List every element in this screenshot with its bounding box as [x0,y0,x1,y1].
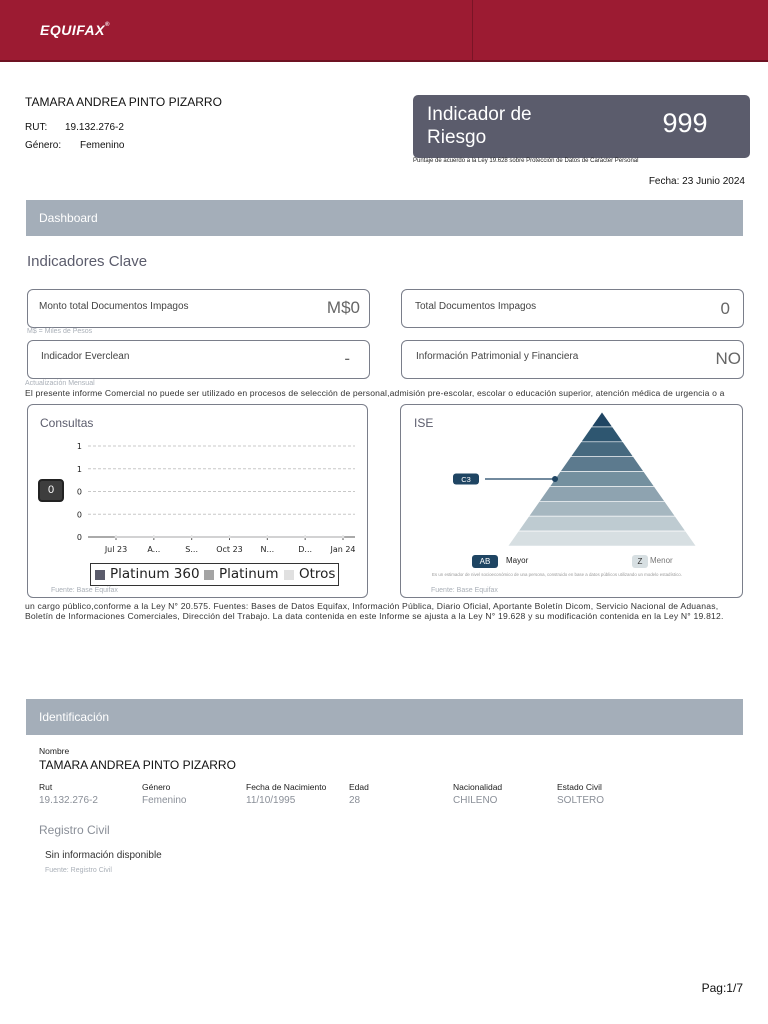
id-nationality-label: Nacionalidad [453,782,503,792]
registro-civil-source: Fuente: Registro Civil [45,867,112,874]
ise-title: ISE [414,416,434,430]
ise-pyramid [440,408,710,553]
id-gender-label: Género [142,782,171,792]
kpi-note-thousands: M$ = Miles de Pesos [27,328,93,335]
kpi-value-patrimonial: NO [715,349,741,368]
ise-legend-high-badge: AB [472,555,498,568]
risk-indicator-value: 999 [662,108,708,138]
equifax-logo: EQUIFAX® [40,22,110,38]
ise-level-3 [560,457,644,472]
x-tick-label: A... [147,545,161,554]
series-point [190,536,192,538]
rut-label: RUT: [25,122,48,133]
legend-swatch-platinum [204,570,214,580]
id-age-value: 28 [349,795,361,806]
legend-swatch-platinum-360 [95,570,105,580]
ise-legend-low-badge: Z [632,555,648,568]
ise-level-2 [571,442,634,457]
ise-marker-dot [552,476,558,482]
x-tick-label: S... [185,545,199,554]
x-tick-label: Jan 24 [330,545,356,554]
ise-note: Es un estimador de nivel socioeconómico de una persona, construido en base a datos públicos utilizando un modelo estadístico. [432,572,682,577]
x-tick-label: D... [298,545,313,554]
legend-label-platinum: Platinum [219,566,279,582]
legend-swatch-otros [284,570,294,580]
ise-level-4 [550,472,654,487]
ise-level-5 [539,486,664,501]
dashboard-title: Dashboard [39,211,98,225]
consultas-count-badge: 0 [38,479,64,502]
id-birthdate-label: Fecha de Nacimiento [246,782,327,792]
consultas-source: Fuente: Base Equifax [51,587,118,594]
ise-legend-low-label: Menor [650,556,673,565]
gender-value: Femenino [80,140,125,151]
legend-label-platinum-360: Platinum 360 [110,566,200,582]
registro-civil-text: Sin información disponible [45,850,162,861]
id-name-value: TAMARA ANDREA PINTO PIZARRO [39,758,236,772]
y-tick-label: 0 [76,510,82,520]
y-tick-label: 1 [76,464,82,474]
id-nationality-value: CHILENO [453,795,498,806]
x-tick-label: Oct 23 [216,545,243,554]
id-civil-status-value: SOLTERO [557,795,605,806]
legal-paragraph-line-2: Boletín de Informaciones Comerciales, Dirección del Trabajo. La data contenida en este Informe se ajusta a la Ley N° 19.628 y su modificación contenida en la Ley N° 19.812. [25,611,724,621]
gender-label: Género: [25,140,62,151]
ise-level-0 [592,412,613,427]
x-tick-label: Jul 23 [104,545,128,554]
kpi-label-patrimonial: Información Patrimonial y Financiera [416,351,579,362]
id-birthdate-value: 11/10/1995 [246,795,296,806]
id-gender-value: Femenino [142,795,187,806]
y-tick-label: 0 [76,487,82,497]
id-name-label: Nombre [39,746,70,756]
consultas-title: Consultas [40,416,94,430]
kpi-value-everclean: - [344,349,350,368]
series-point [342,536,344,538]
page-number: Pag:1/7 [701,981,743,995]
kpi-label-everclean: Indicador Everclean [41,351,130,362]
registro-civil-title: Registro Civil [39,823,110,837]
series-point [153,536,155,538]
identificacion-bar [26,699,743,735]
dashboard-bar [26,200,743,236]
kpi-value-unpaid-count: 0 [720,299,730,318]
risk-indicator-note: Puntaje de acuerdo a la Ley 19.628 sobre Protección de Datos de Carácter Personal [413,158,639,164]
ise-level-8 [508,531,696,546]
kpi-label-unpaid-count: Total Documentos Impagos [415,301,537,312]
ise-level-7 [518,516,685,531]
series-point [304,536,306,538]
id-rut-value: 19.132.276-2 [39,795,98,806]
kpi-note-monthly: Actualización Mensual [25,380,95,387]
kpi-label-unpaid-amount: Monto total Documentos Impagos [39,301,189,312]
ise-legend-high-label: Mayor [506,556,529,565]
legal-paragraph-line-1: un cargo público,conforme a la Ley N° 20.575. Fuentes: Bases de Datos Equifax, Información Pública, Diario Oficial, Aportante Boletín Dicom, Servicio Nacional de Aduanas, [25,601,719,611]
id-civil-status-label: Estado Civil [557,782,602,792]
consultas-chart [60,436,360,560]
report-date: Fecha: 23 Junio 2024 [648,176,745,187]
ise-marker-label: C3 [461,475,471,484]
series-point [266,536,268,538]
x-tick-label: N... [260,545,275,554]
series-point [228,536,230,538]
id-age-label: Edad [349,782,369,792]
y-tick-label: 1 [76,442,82,451]
id-rut-label: Rut [39,782,53,792]
person-name: TAMARA ANDREA PINTO PIZARRO [25,95,222,109]
disclaimer-text: El presente informe Comercial no puede ser utilizado en procesos de selección de personal,admisión pre-escolar, escolar o educación superior, atención médica de urgencia o a [25,388,725,398]
ise-level-6 [529,501,675,516]
risk-indicator-title: Indicador de Riesgo [427,104,532,148]
legend-label-otros: Otros [299,566,336,582]
rut-value: 19.132.276-2 [65,122,124,133]
header-right-panel [472,0,768,60]
identificacion-title: Identificación [39,710,110,724]
ise-source: Fuente: Base Equifax [431,587,498,594]
ise-level-1 [581,427,623,442]
y-tick-label: 0 [76,533,82,542]
kpi-value-unpaid-amount: M$0 [326,298,360,317]
series-point [115,536,117,538]
key-indicators-title: Indicadores Clave [27,253,148,270]
